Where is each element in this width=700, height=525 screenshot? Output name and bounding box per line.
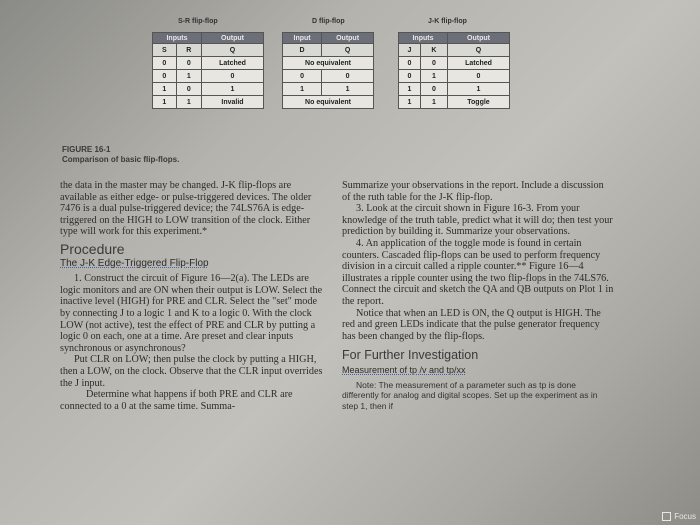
- cell: Latched: [447, 57, 509, 70]
- focus-button[interactable]: [662, 512, 696, 521]
- cell: 1: [201, 83, 263, 96]
- cell: 0: [153, 70, 177, 83]
- cell: 1: [399, 83, 421, 96]
- sr-table-title: S-R flip-flop: [178, 18, 218, 25]
- jk-truth-table: [398, 32, 510, 109]
- jk-sub-q: Q: [447, 44, 509, 57]
- step-4b: Notice that when an LED is ON, the Q output is HIGH. The red and green LEDs indicate that the pulse generator frequency has been changed by the flip-flops.: [342, 307, 601, 342]
- table-row: [283, 70, 374, 83]
- procedure-heading: Procedure: [60, 240, 125, 257]
- step-4: 4. An application of the toggle mode is found in certain counters. Cascaded flip-flops can be used to perform frequency division in a circuit called a ripple counter.** Figure 16—4 illustrates a ripple counter using the two flip-flops in the 74LS76. Connect the circuit and sketch the QA and QB outputs on Plot 1 in the report.: [342, 237, 614, 307]
- cell: 0: [399, 70, 421, 83]
- sr-sub-r: R: [176, 44, 201, 57]
- table-row: [399, 70, 510, 83]
- cell: 0: [420, 83, 447, 96]
- cell: 1: [176, 96, 201, 109]
- note-paragraph: Note: The measurement of a parameter such as tp is done differently for analog and digital scopes. Set up the experiment as in step 1, then if: [342, 379, 598, 411]
- jk-table-title: J-K flip-flop: [428, 18, 467, 25]
- cell: 0: [420, 57, 447, 70]
- jk-sub-j: J: [399, 44, 421, 57]
- figure-caption-text: Comparison of basic flip-flops.: [62, 155, 180, 164]
- d-output-header: Output: [322, 33, 374, 44]
- right-column: [342, 180, 614, 411]
- focus-icon: [662, 512, 671, 521]
- focus-label: Focus: [674, 512, 696, 521]
- section-subheading: The J-K Edge-Triggered Flip-Flop: [60, 257, 209, 269]
- cell: 1: [153, 96, 177, 109]
- cell: Latched: [201, 57, 263, 70]
- cell: 1: [399, 96, 421, 109]
- cell: 1: [283, 83, 322, 96]
- cell: 1: [322, 83, 374, 96]
- table-row: [153, 57, 264, 70]
- cell: No equivalent: [283, 96, 374, 109]
- table-row: [399, 57, 510, 70]
- d-truth-table: [282, 32, 374, 109]
- measurement-subheading: Measurement of tp /v and tp/xx: [342, 364, 466, 375]
- further-investigation-heading: For Further Investigation: [342, 348, 479, 363]
- sr-output-header: Output: [201, 33, 263, 44]
- cell: Toggle: [447, 96, 509, 109]
- d-sub-d: D: [283, 44, 322, 57]
- sr-sub-q: Q: [201, 44, 263, 57]
- cell: 0: [322, 70, 374, 83]
- figure-number: FIGURE 16-1: [62, 145, 111, 154]
- sr-inputs-header: Inputs: [153, 33, 202, 44]
- jk-sub-k: K: [420, 44, 447, 57]
- table-row: [153, 96, 264, 109]
- step-1c: Determine what happens if both PRE and CLR are connected to a 0 at the same time. Summa-: [60, 389, 293, 412]
- table-row: [153, 70, 264, 83]
- step-1: 1. Construct the circuit of Figure 16—2(a). The LEDs are logic monitors and are ON when their output is LOW. Select the inactive level (HIGH) for PRE and CLR. Select the "set" mode by connecting J to a logic 1 and K to a logic 0. With the clock LOW (not active), test the effect of PRE and CLR by putting a logic 0 on each, one at a time. Are preset and clear inputs synchronous or asynchronous?: [60, 273, 323, 354]
- figure-caption: [62, 145, 179, 165]
- cell: Invalid: [201, 96, 263, 109]
- jk-inputs-header: Inputs: [399, 33, 448, 44]
- table-row: [283, 96, 374, 109]
- cell: 0: [447, 70, 509, 83]
- cell: 1: [420, 70, 447, 83]
- intro-paragraph: the data in the master may be changed. J-K flip-flops are available as either edge- or pulse-triggered devices. The older 7476 is a dual pulse-triggered device; the 74LS76A is edge-triggered on the HIGH to LOW transition of the clock. Either type will work for this experiment.*: [60, 180, 312, 238]
- cell: 0: [153, 57, 177, 70]
- table-row: [283, 57, 374, 70]
- sr-truth-table: [152, 32, 264, 109]
- table-row: [283, 83, 374, 96]
- sr-sub-s: S: [153, 44, 177, 57]
- d-input-header: Input: [283, 33, 322, 44]
- step-1b: Put CLR on LOW; then pulse the clock by putting a HIGH, then a LOW, on the clock. Observe that the CLR input overrides the J input.: [60, 354, 323, 389]
- d-sub-q: Q: [322, 44, 374, 57]
- cell: 1: [420, 96, 447, 109]
- cell: 1: [176, 70, 201, 83]
- summary-paragraph: Summarize your observations in the report. Include a discussion of the ruth table for the J-K flip-flop.: [342, 180, 604, 203]
- jk-output-header: Output: [447, 33, 509, 44]
- cell: 0: [176, 57, 201, 70]
- cell: 0: [201, 70, 263, 83]
- table-row: [399, 83, 510, 96]
- step-3: 3. Look at the circuit shown in Figure 16-3. From your knowledge of the truth table, predict what it will do; then test your prediction by building it. Summarize your observations.: [342, 203, 613, 238]
- cell: No equivalent: [283, 57, 374, 70]
- cell: 0: [399, 57, 421, 70]
- cell: 0: [176, 83, 201, 96]
- table-row: [399, 96, 510, 109]
- left-column: [60, 180, 328, 412]
- cell: 0: [283, 70, 322, 83]
- cell: 1: [447, 83, 509, 96]
- table-row: [153, 83, 264, 96]
- d-table-title: D flip-flop: [312, 18, 345, 25]
- cell: 1: [153, 83, 177, 96]
